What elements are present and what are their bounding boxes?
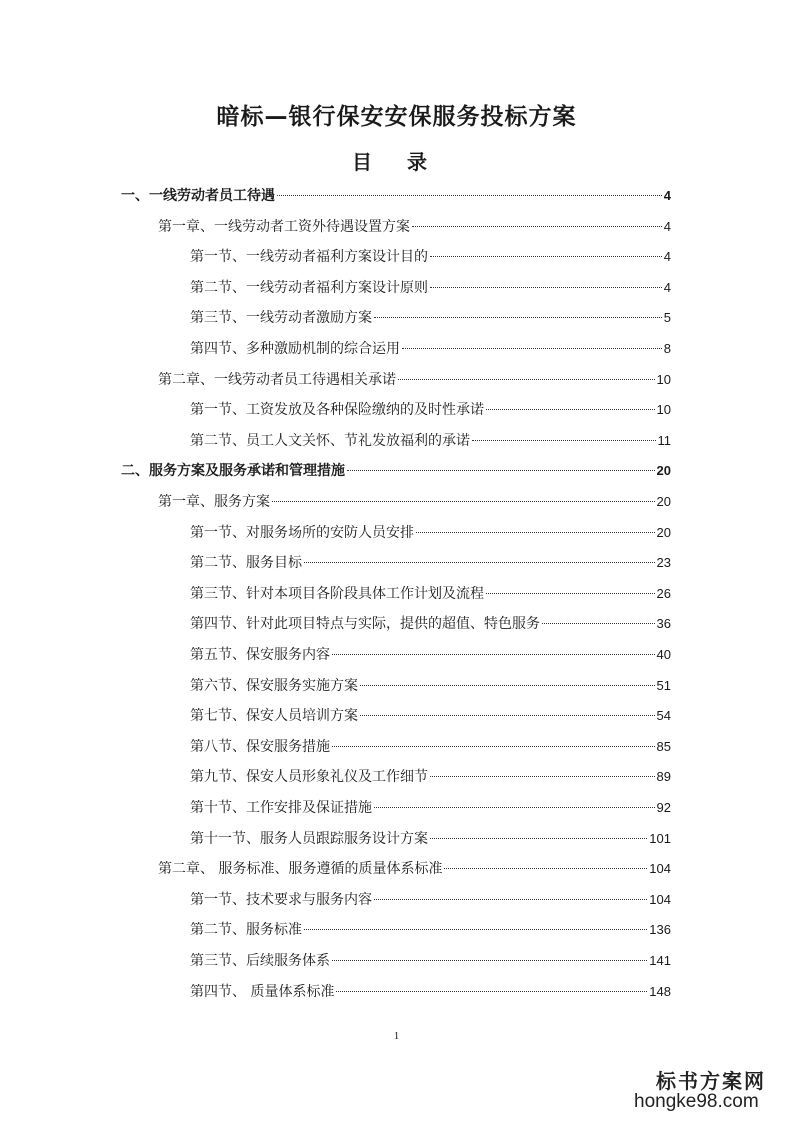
toc-dot-leader	[402, 348, 662, 349]
toc-entry-page: 40	[656, 647, 671, 662]
toc-entry-title: 第三节、一线劳动者激励方案	[190, 310, 372, 327]
toc-dot-leader	[398, 379, 655, 380]
toc-dot-leader	[430, 838, 647, 839]
toc-entry-title: 第七节、保安人员培训方案	[190, 708, 358, 725]
toc-entry-title: 第二节、服务目标	[190, 555, 302, 572]
toc-entry-title: 第四节、多种激励机制的综合运用	[190, 341, 400, 357]
toc-entry[interactable]	[190, 334, 671, 364]
toc-entry-page: 20	[656, 494, 671, 509]
toc-entry[interactable]	[158, 487, 671, 517]
toc-entry[interactable]	[190, 609, 671, 639]
toc-entry[interactable]	[190, 671, 671, 701]
toc-entry-page: 89	[656, 769, 671, 785]
toc-entry-title: 第四节、 质量体系标准	[190, 983, 335, 1000]
toc-entry-title: 第一章、服务方案	[158, 494, 270, 510]
toc-entry-title: 第五节、保安服务内容	[190, 647, 330, 663]
toc-dot-leader	[486, 593, 655, 594]
toc-dot-leader	[304, 929, 647, 930]
toc-entry[interactable]	[190, 824, 671, 854]
toc-dot-leader	[430, 287, 662, 288]
page-number: 1	[393, 1030, 400, 1042]
toc-entry[interactable]	[158, 854, 671, 884]
toc-dot-leader	[374, 317, 662, 318]
toc-entry[interactable]	[190, 426, 671, 456]
toc-entry[interactable]	[190, 579, 671, 609]
toc-entry-title: 第十节、工作安排及保证措施	[190, 800, 372, 816]
toc-entry-title: 第八节、保安服务措施	[190, 738, 330, 755]
toc-entry[interactable]	[190, 946, 671, 976]
toc-entry-title: 第二章、 服务标准、服务遵循的质量体系标准	[158, 861, 443, 878]
toc-entry-page: 36	[656, 616, 671, 632]
toc-heading: 目 录	[352, 150, 441, 174]
toc-dot-leader	[430, 776, 655, 777]
toc-entry-title: 第一节、工资发放及各种保险缴纳的及时性承诺	[190, 402, 484, 419]
toc-entry[interactable]	[190, 915, 671, 945]
toc-dot-leader	[332, 960, 647, 961]
document-title: 暗标—银行保安安保服务投标方案	[216, 104, 577, 130]
toc-dot-leader	[412, 226, 662, 227]
toc-entry[interactable]	[190, 977, 671, 1007]
toc-entry-page: 51	[656, 677, 671, 693]
toc-dot-leader	[374, 899, 647, 900]
toc-dot-leader	[272, 501, 655, 502]
toc-entry[interactable]	[190, 242, 671, 272]
toc-entry[interactable]	[190, 732, 671, 762]
toc-dot-leader	[360, 685, 655, 686]
toc-entry-title: 第九节、保安人员形象礼仪及工作细节	[190, 769, 428, 786]
toc-entry-page: 5	[663, 310, 671, 326]
toc-dot-leader	[542, 623, 655, 624]
toc-dot-leader	[304, 562, 655, 563]
toc-entry[interactable]	[190, 640, 671, 670]
toc-entry-title: 第二节、服务标准	[190, 922, 302, 939]
toc-entry-page: 104	[649, 891, 671, 907]
toc-dot-leader	[444, 868, 647, 869]
toc-entry-page: 4	[663, 218, 671, 234]
toc-entry-title: 第三节、针对本项目各阶段具体工作计划及流程	[190, 585, 484, 602]
watermark-brand: 标书方案网	[656, 1069, 766, 1093]
toc-entry[interactable]	[121, 181, 671, 211]
toc-entry-page: 10	[656, 402, 671, 418]
toc-entry[interactable]	[190, 303, 671, 333]
toc-entry-title: 第三节、后续服务体系	[190, 953, 330, 969]
toc-entry[interactable]	[190, 793, 671, 823]
toc-entry[interactable]	[190, 885, 671, 915]
toc-dot-leader	[347, 470, 655, 471]
toc-entry[interactable]	[190, 762, 671, 792]
toc-entry-title: 第一节、一线劳动者福利方案设计目的	[190, 249, 428, 266]
toc-entry[interactable]	[190, 273, 671, 303]
toc-dot-leader	[486, 409, 655, 410]
toc-entry-title: 第一节、对服务场所的安防人员安排	[190, 524, 414, 541]
toc-entry-title: 一、一线劳动者员工待遇	[121, 188, 275, 204]
toc-dot-leader	[332, 654, 655, 655]
toc-entry-title: 第一章、一线劳动者工资外待遇设置方案	[158, 218, 410, 235]
toc-entry-page: 141	[649, 953, 671, 968]
toc-entry-page: 4	[663, 279, 671, 295]
toc-dot-leader	[336, 991, 647, 992]
toc-entry[interactable]	[190, 701, 671, 731]
toc-entry-page: 11	[657, 432, 671, 448]
toc-dot-leader	[416, 532, 655, 533]
toc-dot-leader	[360, 715, 655, 716]
toc-entry-title: 第二节、一线劳动者福利方案设计原则	[190, 279, 428, 296]
watermark-url: hongke98.com	[634, 1091, 759, 1112]
toc-entry-title: 二、服务方案及服务承诺和管理措施	[121, 463, 345, 480]
toc-dot-leader	[430, 256, 662, 257]
toc-entry[interactable]	[190, 548, 671, 578]
toc-entry-page: 20	[656, 524, 671, 540]
toc-entry-page: 4	[663, 249, 671, 265]
toc-entry-page: 26	[656, 585, 671, 601]
toc-entry-title: 第六节、保安服务实施方案	[190, 677, 358, 694]
toc-entry-page: 20	[656, 463, 671, 479]
toc-dot-leader	[374, 807, 655, 808]
toc-entry-page: 104	[649, 861, 671, 877]
toc-entry[interactable]	[121, 456, 671, 486]
toc-entry-page: 85	[656, 738, 671, 754]
toc-entry[interactable]	[190, 395, 671, 425]
toc-entry-page: 148	[649, 983, 671, 999]
toc-entry[interactable]	[190, 518, 671, 548]
toc-entry-title: 第二章、一线劳动者员工待遇相关承诺	[158, 371, 396, 388]
toc-entry-page: 92	[656, 800, 671, 815]
toc-entry[interactable]	[158, 212, 671, 242]
toc-entry-title: 第四节、针对此项目特点与实际，提供的超值、特色服务	[190, 616, 540, 633]
toc-dot-leader	[472, 440, 656, 441]
toc-entry-title: 第一节、技术要求与服务内容	[190, 891, 372, 908]
toc-entry-title: 第二节、员工人文关怀、节礼发放福利的承诺	[190, 432, 470, 449]
toc-entry-page: 54	[656, 708, 671, 724]
toc-entry[interactable]	[158, 365, 671, 395]
toc-entry-page: 4	[663, 188, 671, 203]
toc-dot-leader	[332, 746, 655, 747]
toc-entry-page: 10	[656, 371, 671, 387]
toc-entry-page: 23	[656, 555, 671, 571]
toc-entry-page: 136	[649, 922, 671, 938]
toc-entry-title: 第十一节、服务人员跟踪服务设计方案	[190, 830, 428, 847]
toc-entry-page: 101	[649, 830, 671, 846]
toc-entry-page: 8	[663, 341, 671, 356]
toc-dot-leader	[277, 195, 662, 196]
